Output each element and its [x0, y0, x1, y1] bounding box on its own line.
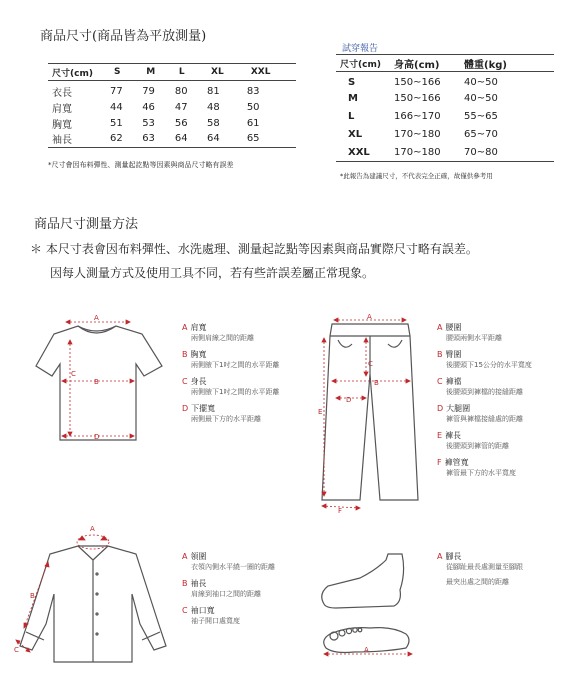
cell: 61 — [246, 117, 260, 129]
trial-report-note: *此報告為建議尺寸，不代表完全正確，故僅供參考用 — [340, 172, 493, 180]
legend-item — [437, 376, 532, 397]
legend-desc: 從腳趾最長處測量至腳跟 — [446, 563, 523, 571]
cell: 46 — [142, 101, 155, 113]
legend-key: C — [182, 606, 188, 615]
legend-desc: 袖子開口處寬度 — [191, 617, 240, 625]
unit-header: 尺寸(cm) — [52, 68, 93, 79]
table-row — [336, 90, 554, 108]
legend-item — [437, 430, 532, 451]
legend-name: 身長 — [190, 377, 207, 386]
size-table — [48, 63, 296, 148]
tshirt-label-b: B — [94, 378, 99, 386]
size-header-xxl: XXL — [250, 67, 271, 77]
pants-diagram — [314, 314, 424, 514]
legend-desc: 兩側腋下1吋之間的水平距離 — [191, 361, 280, 369]
legend-key: C — [437, 377, 443, 386]
trial-size: XL — [348, 129, 363, 140]
size-chart-title: 商品尺寸(商品皆為平放測量) — [40, 29, 207, 44]
legend-name: 下擺寬 — [191, 404, 216, 413]
shirt-label-c: C — [14, 646, 19, 654]
trial-weight: 40~50 — [464, 93, 498, 104]
table-row — [48, 81, 296, 100]
legend-key: E — [437, 431, 443, 440]
legend-desc: 兩側最下方的水平距離 — [191, 415, 261, 423]
legend-desc: 後腰頭到褲檔的接縫距離 — [446, 388, 523, 396]
legend-item — [182, 605, 275, 626]
legend-item — [182, 349, 279, 370]
cell: 64 — [207, 133, 220, 145]
pants-label-a: A — [367, 314, 372, 321]
legend-item — [437, 322, 532, 343]
legend-key: F — [437, 458, 442, 467]
foot-label-a: A — [364, 646, 369, 654]
legend-key: A — [182, 323, 188, 332]
legend-name: 臀圍 — [445, 350, 462, 359]
cell: 81 — [207, 86, 220, 97]
trial-size: M — [348, 93, 358, 104]
cell: 65 — [246, 133, 260, 145]
legend-item — [182, 578, 275, 599]
table-row — [336, 144, 554, 162]
trial-weight: 55~65 — [464, 111, 498, 122]
trial-report-table — [336, 54, 554, 162]
legend-item — [437, 349, 532, 370]
cell: 50 — [246, 101, 260, 113]
legend-name: 袖口寬 — [190, 606, 215, 615]
trial-weight-header: 體重(kg) — [464, 59, 507, 71]
table-row — [336, 72, 554, 90]
method-line-2: 因每人測量方式及使用工具不同，若有些許誤差屬正常現象。 — [50, 266, 375, 280]
shirt-diagram — [8, 522, 178, 667]
legend-desc: 肩線到袖口之間的距離 — [191, 590, 261, 598]
legend-key: B — [182, 579, 188, 588]
legend-name: 褲長 — [445, 431, 462, 440]
method-title: 商品尺寸測量方法 — [34, 217, 139, 232]
tshirt-icon — [36, 326, 162, 440]
foot-icon — [322, 554, 409, 653]
trial-weight: 70~80 — [464, 146, 498, 158]
foot-diagram — [314, 548, 426, 663]
cell: 80 — [174, 86, 188, 97]
legend-desc: 後腰頭下15公分的水平寬度 — [446, 361, 532, 369]
table-row — [336, 126, 554, 144]
legend-item — [182, 403, 279, 424]
trial-size: L — [348, 111, 355, 122]
legend-desc: 兩側腋下1吋之間的水平距離 — [191, 388, 280, 396]
legend-desc: 最突出處之間的距離 — [446, 578, 509, 586]
cell: 62 — [110, 133, 123, 145]
tshirt-diagram — [30, 312, 175, 447]
cell: 47 — [174, 101, 188, 113]
legend-item — [182, 376, 279, 397]
pants-label-f: F — [338, 507, 343, 514]
tshirt-label-c: C — [71, 370, 76, 378]
size-table-header — [48, 64, 296, 81]
legend-name: 褲管寬 — [444, 458, 469, 467]
shirt-label-b: B — [30, 592, 35, 600]
cell: 79 — [142, 86, 155, 97]
cell: 77 — [110, 86, 123, 97]
cell: 56 — [174, 117, 188, 129]
legend-key: B — [182, 350, 188, 359]
legend-name: 大腿圍 — [446, 404, 471, 413]
pants-legend — [437, 322, 532, 484]
trial-weight: 40~50 — [464, 77, 498, 89]
method-line-1: ＊ 本尺寸表會因布料彈性、水洗處理、測量起訖點等因素與商品實際尺寸略有誤差。 — [30, 242, 478, 256]
trial-table-header — [336, 55, 554, 72]
trial-size-header: 尺寸(cm) — [340, 59, 381, 70]
table-row — [336, 108, 554, 126]
trial-height: 150~166 — [394, 77, 441, 89]
cell: 48 — [207, 101, 220, 113]
pants-label-e: E — [318, 408, 323, 416]
legend-desc: 後腰頭到褲管的距離 — [446, 442, 509, 450]
table-row — [48, 131, 296, 147]
legend-desc: 褲管與褲檔接縫處的距離 — [446, 415, 523, 423]
legend-item — [437, 457, 532, 478]
row-label: 胸寬 — [52, 119, 72, 131]
legend-key: B — [437, 350, 443, 359]
legend-name: 領圍 — [190, 552, 207, 561]
legend-name: 袖長 — [190, 579, 207, 588]
legend-key: D — [437, 404, 444, 413]
legend-name: 腰圍 — [445, 323, 462, 332]
cell: 63 — [142, 133, 155, 145]
shirt-label-a: A — [90, 525, 95, 533]
pants-label-b: B — [374, 379, 379, 387]
shirt-legend — [182, 551, 275, 632]
legend-desc: 腰頭兩側水平距離 — [446, 334, 502, 342]
legend-key: A — [437, 552, 443, 561]
legend-desc: 衣領內側水平繞一圈的距離 — [191, 563, 275, 571]
shirt-icon — [20, 546, 166, 662]
cell: 83 — [246, 86, 260, 97]
legend-desc: 褲管最下方的水平寬度 — [446, 469, 516, 477]
size-header-l: L — [178, 67, 185, 77]
trial-height: 170~180 — [394, 129, 441, 140]
cell: 58 — [207, 117, 220, 129]
tshirt-label-a: A — [94, 314, 99, 322]
legend-name: 肩寬 — [190, 323, 207, 332]
tshirt-legend — [182, 322, 279, 430]
legend-key: C — [182, 377, 188, 386]
row-label: 袖長 — [52, 135, 72, 147]
pants-label-c: C — [368, 360, 373, 368]
legend-item — [182, 322, 279, 343]
size-header-xl: XL — [211, 67, 224, 77]
trial-weight: 65~70 — [464, 129, 498, 140]
cell: 53 — [142, 117, 155, 129]
trial-height-header: 身高(cm) — [394, 59, 440, 71]
legend-item — [437, 403, 532, 424]
legend-key: A — [182, 552, 188, 561]
foot-legend — [437, 551, 523, 593]
legend-key: A — [437, 323, 443, 332]
pants-icon — [322, 324, 418, 500]
cell: 64 — [174, 133, 188, 145]
size-header-s: S — [114, 67, 121, 77]
trial-size: XXL — [348, 146, 370, 158]
trial-height: 166~170 — [394, 111, 441, 122]
row-label: 肩寬 — [52, 103, 72, 115]
legend-item — [437, 551, 523, 587]
table-row — [48, 99, 296, 115]
trial-size: S — [348, 77, 356, 89]
legend-name: 褲襠 — [445, 377, 462, 386]
table-row — [48, 115, 296, 131]
size-chart-note: *尺寸會因布料彈性、測量起訖點等因素與商品尺寸略有誤差 — [48, 161, 234, 169]
trial-height: 150~166 — [394, 93, 441, 104]
cell: 44 — [110, 101, 123, 113]
row-label: 衣長 — [52, 88, 72, 99]
legend-name: 胸寬 — [190, 350, 207, 359]
size-header-m: M — [146, 67, 156, 77]
trial-height: 170~180 — [394, 146, 441, 158]
legend-desc: 兩側肩線之間的距離 — [191, 334, 254, 342]
legend-name: 腳長 — [445, 552, 462, 561]
pants-label-d: D — [346, 396, 352, 404]
tshirt-label-d: D — [94, 433, 100, 441]
legend-item — [182, 551, 275, 572]
legend-key: D — [182, 404, 189, 413]
trial-report-title: 試穿報告 — [342, 44, 379, 54]
cell: 51 — [110, 117, 123, 129]
